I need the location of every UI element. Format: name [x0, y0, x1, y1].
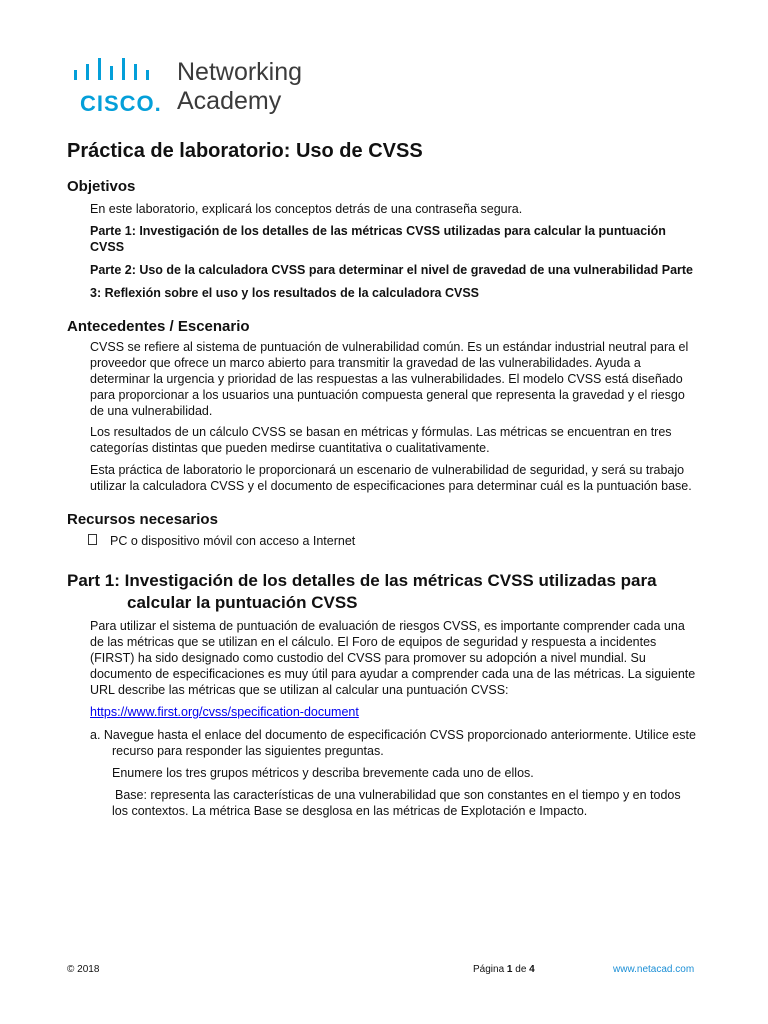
- antecedentes-p3: Esta práctica de laboratorio le proporcionará un escenario de vulnerabilidad de seguridad, y será su trabajo utilizar la calculadora CVSS y el documento de especificaciones para determinar cuál es la puntuación base.: [90, 463, 692, 493]
- objetivos-heading: Objetivos: [67, 178, 136, 195]
- brand-line-2: Academy: [177, 87, 282, 115]
- part1-question: Enumere los tres grupos métricos y describa brevemente cada uno de ellos.: [112, 766, 534, 780]
- objetivos-intro: En este laboratorio, explicará los conceptos detrás de una contraseña segura.: [90, 202, 523, 216]
- brand-line-1: Networking: [177, 58, 303, 86]
- cisco-networking-academy-logo: [72, 58, 332, 118]
- page-of: de: [515, 964, 527, 975]
- recursos-item: PC o dispositivo móvil con acceso a Internet: [110, 534, 356, 548]
- bullet-icon: [88, 534, 97, 545]
- part1-link-wrap: [90, 704, 700, 720]
- part1-heading-line2: calcular la puntuación CVSS: [127, 593, 358, 612]
- page-prefix: Página: [473, 964, 505, 975]
- part1-heading: [67, 570, 697, 614]
- part1-answer: Base: representa las características de una vulnerabilidad que son constantes en el tiempo y en todos los contextos. La métrica Base se desglosa en las métricas de Explotación e Impacto.: [112, 788, 681, 818]
- recursos-heading: Recursos necesarios: [67, 511, 218, 528]
- part1-paragraph: Para utilizar el sistema de puntuación de evaluación de riesgos CVSS, es importante comprender cada una de las métricas que se utilizan en el cálculo. El Foro de equipos de seguridad y respuesta a incidentes (FIRST) ha sido designado como custodio del CVSS para promover su adopción a nivel mundial. Su documento de especificaciones es muy útil para ayudar a comprender cada una de las métricas. La siguiente URL describe las métricas que se utilizan al calcular una puntuación CVSS:: [90, 619, 696, 697]
- page-title: Práctica de laboratorio: Uso de CVSS: [67, 140, 423, 162]
- part1-heading-line1: Part 1: Investigación de los detalles de las métricas CVSS utilizadas para: [67, 571, 657, 590]
- page-current: 1: [506, 964, 513, 975]
- objetivos-part2: Parte 2: Uso de la calculadora CVSS para determinar el nivel de gravedad de una vulnerabilidad Parte: [90, 263, 693, 277]
- antecedentes-p1: CVSS se refiere al sistema de puntuación de vulnerabilidad común. Es un estándar industrial neutral para el proveedor que ofrece un marco abierto para transmitir la gravedad de las vulnerabilidades. Ayuda a determinar la urgencia y prioridad de las respuestas a las vulnerabilidades. El modelo CVSS está diseñado para proporcionar a los usuarios una puntuación compuesta general que representa la gravedad y el riesgo de una vulnerabilidad.: [90, 340, 689, 418]
- cisco-bars-icon: [72, 58, 172, 88]
- antecedentes-heading: Antecedentes / Escenario: [67, 318, 250, 335]
- part1-step-a: a. Navegue hasta el enlace del documento de especificación CVSS proporcionado anteriormente. Utilice este recurso para responder las siguientes preguntas.: [90, 728, 696, 758]
- cvss-specification-link[interactable]: https://www.first.org/cvss/specification-document: [90, 705, 359, 719]
- antecedentes-p2: Los resultados de un cálculo CVSS se basan en métricas y fórmulas. Las métricas se encuentran en tres categorías distintas que pueden medirse cuantitativa o cualitativamente.: [90, 425, 672, 455]
- page-total: 4: [529, 964, 535, 975]
- footer-copyright: © 2018: [67, 964, 100, 975]
- footer-site-link[interactable]: www.netacad.com: [613, 964, 695, 975]
- footer-page-number: [473, 964, 535, 975]
- objetivos-part1: Parte 1: Investigación de los detalles de las métricas CVSS utilizadas para calcular la puntuación CVSS: [90, 224, 666, 254]
- cisco-wordmark: CISCO.: [80, 91, 162, 116]
- objetivos-part3: 3: Reflexión sobre el uso y los resultados de la calculadora CVSS: [90, 286, 480, 300]
